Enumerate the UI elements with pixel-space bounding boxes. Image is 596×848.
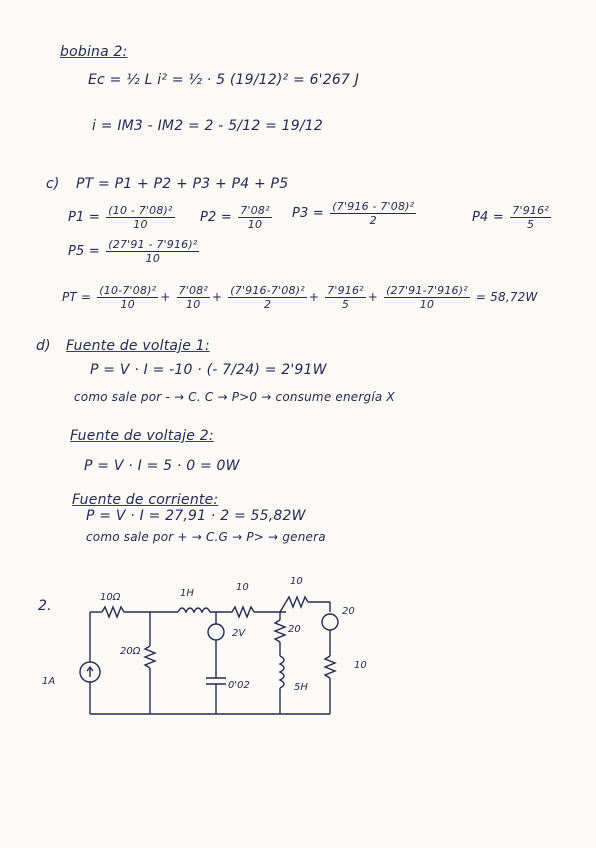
pt-term-4 [325,284,366,311]
p4-fraction [510,204,551,231]
part-d-label: d) [36,338,51,354]
bobina2-heading: bobina 2: [60,44,128,60]
p4-lhs: P4 = [472,210,504,225]
bobina2-current-equation: i = IM3 - IM2 = 2 - 5/12 = 19/12 [92,118,324,134]
voltage-source-2-heading: Fuente de voltaje 2: [70,428,214,444]
p2-term [200,204,274,231]
pt-term-2 [177,284,210,311]
label-voltage-2v: 2V [232,628,246,639]
current-source-power: P = V · I = 27,91 · 2 = 55,82W [86,508,306,524]
pt-term-5-num: (27'91-7'916)² [386,284,468,297]
pt-lhs: PT = [62,290,92,304]
pt-term-2-num: 7'08² [178,284,208,297]
pt-term-2-den: 10 [186,298,201,311]
label-r10-mid: 10 [236,582,249,593]
p1-fraction [106,204,174,231]
voltage-source-2v-icon [208,624,224,640]
label-r10-bottom: 10 [354,660,367,671]
voltage-source-1-power: P = V · I = -10 · (- 7/24) = 2'91W [90,362,327,378]
pt-term-1-den: 10 [120,298,135,311]
voltage-source-1-note: como sale por - → C. C → P>0 → consume energía X [74,390,395,404]
label-capacitor: 0'02 [228,680,250,691]
pt-term-1 [97,284,158,311]
p4-denominator: 5 [527,218,535,231]
p4-numerator: 7'916² [512,204,549,217]
p1-lhs: P1 = [68,210,100,225]
p5-numerator: (27'91 - 7'916)² [108,238,198,251]
p3-fraction [330,200,416,227]
pt-result: = 58,72W [475,290,538,304]
label-r20-left: 20Ω [120,646,141,657]
voltage-source-2-power: P = V · I = 5 · 0 = 0W [84,458,240,474]
current-source-heading: Fuente de corriente: [72,492,219,508]
bobina2-energy-equation: Ec = ½ L i² = ½ · 5 (19/12)² = 6'267 J [88,72,360,88]
voltage-source-1-heading: Fuente de voltaje 1: [66,338,210,354]
label-r10-left: 10Ω [100,592,121,603]
pt-term-3-num: (7'916-7'08)² [230,284,305,297]
pt-term-3 [228,284,307,311]
label-l5h: 5H [294,682,308,693]
pt-term-5-den: 10 [419,298,435,311]
total-power-expression: PT = $\frac{\text{(10-7'08)²}}{10}$ + $\frac{\text{7'08²}}{10}$ + $\frac{\text{(7'916-7'08)²}}{2}$ + $\frac{\text{7'916²}}{5}$ + $\frac{\text{(27'91-7'916)²}}{10}$ = 58,72W [62,284,538,311]
p5-denominator: 10 [145,252,161,265]
pt-term-3-den: 2 [263,298,272,311]
label-r10-right: 10 [290,576,303,587]
pt-term-1-num: (10-7'08)² [99,284,157,297]
pt-term-5 [384,284,470,311]
part-c-label: c) [46,176,60,192]
label-r20-side: 20 [342,606,355,617]
p3-lhs: P3 = [292,206,324,221]
p5-fraction [106,238,199,265]
p1-numerator: (10 - 7'08)² [108,204,173,217]
p1-denominator: 10 [133,218,148,231]
current-source-note: como sale por + → C.G → P> → genera [86,530,326,544]
pt-term-4-den: 5 [341,298,350,311]
p2-fraction [238,204,271,231]
p3-denominator: 2 [369,214,377,227]
p1-term [68,204,177,231]
label-r20-mid: 20 [288,624,301,635]
label-source-1a: 1A [42,676,56,687]
p2-denominator: 10 [247,218,263,231]
p5-lhs: P5 = [68,244,100,259]
p2-lhs: P2 = [200,210,232,225]
pt-term-4-num: 7'916² [327,284,364,297]
p3-numerator: (7'916 - 7'08)² [332,200,415,213]
label-l1h: 1H [180,588,194,599]
p3-term [292,200,418,227]
p4-term [472,204,553,231]
p2-numerator: 7'08² [240,204,270,217]
total-power-sum: PT = P1 + P2 + P3 + P4 + P5 [76,176,289,192]
p5-term [68,238,201,265]
circuit-diagram [60,582,360,722]
current-source-right-icon [322,614,338,630]
problem-2-number: 2. [38,598,52,614]
